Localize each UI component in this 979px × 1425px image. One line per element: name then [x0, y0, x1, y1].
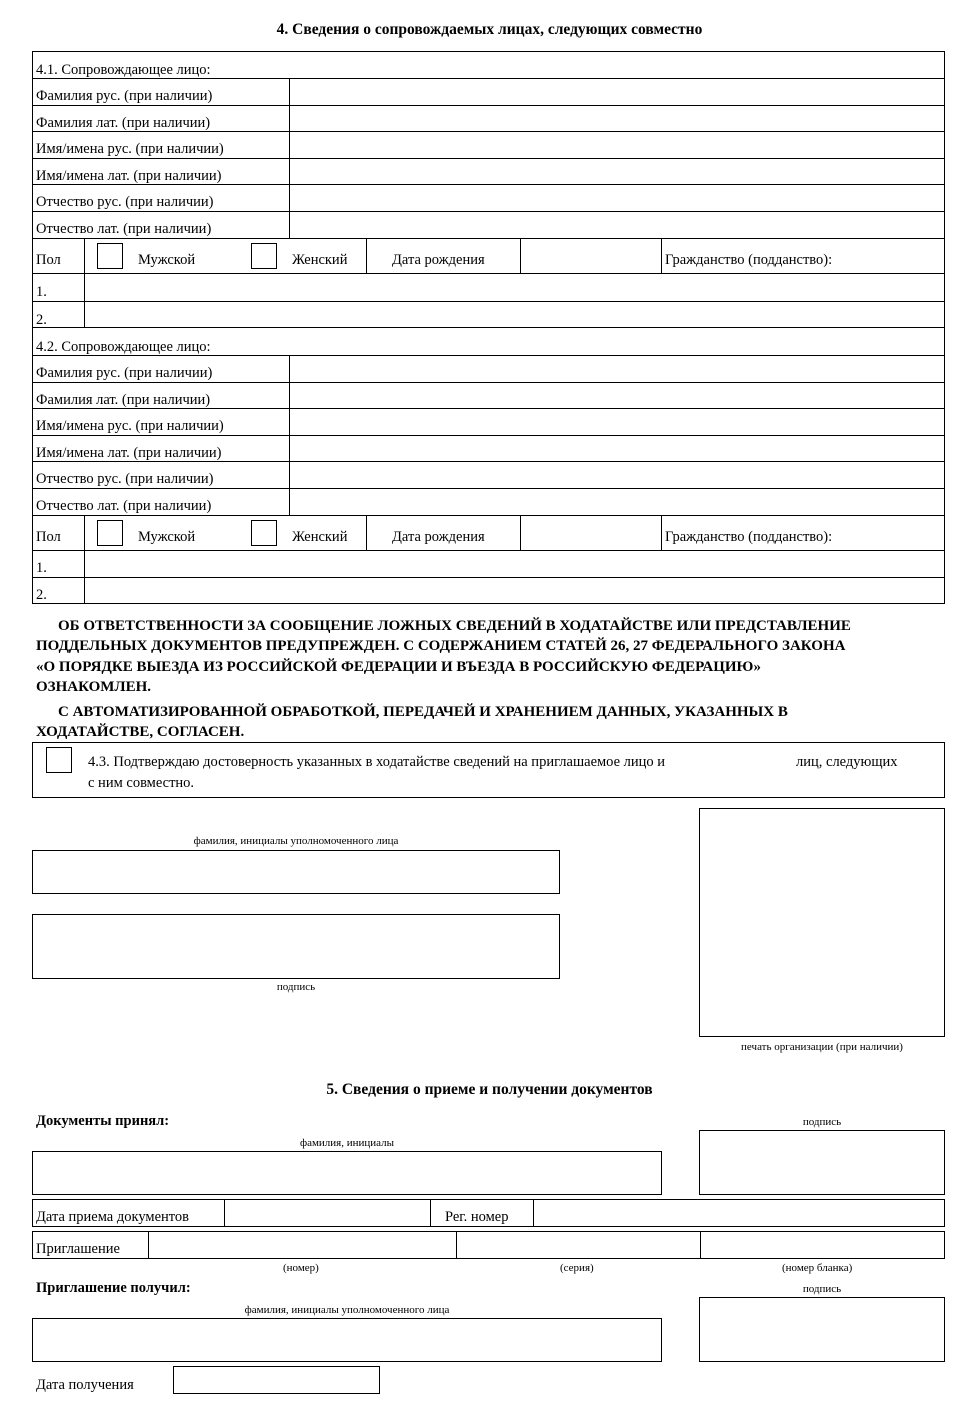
name-lat-label: Имя/имена лат. (при наличии) — [36, 168, 222, 184]
name-lat-field[interactable] — [291, 160, 943, 183]
accepted-signature-field[interactable] — [699, 1130, 945, 1195]
received-name-caption: фамилия, инициалы уполномоченного лица — [244, 1304, 450, 1316]
row-1-field[interactable] — [86, 552, 943, 576]
row-2-field[interactable] — [86, 303, 943, 327]
received-name-field[interactable] — [32, 1318, 662, 1362]
name-lat-field[interactable] — [291, 437, 943, 460]
acceptance-date-label: Дата приема документов — [36, 1209, 190, 1225]
surname-ru-label: Фамилия рус. (при наличии) — [36, 88, 213, 104]
accepted-name-caption: фамилия, инициалы — [299, 1137, 395, 1149]
row-number: 1. — [36, 560, 47, 576]
confirm-text-2: лиц, следующих — [796, 754, 898, 770]
received-date-label: Дата получения — [36, 1377, 134, 1393]
surname-ru-field[interactable] — [291, 357, 943, 381]
patronymic-lat-field[interactable] — [291, 213, 943, 237]
warning-line-3: «О ПОРЯДКЕ ВЫЕЗДА ИЗ РОССИЙСКОЙ ФЕДЕРАЦИИ И ВЪЕЗДА В РОССИЙСКУЮ ФЕДЕРАЦИЮ» — [36, 659, 761, 675]
surname-lat-field[interactable] — [291, 107, 943, 130]
authorized-name-caption: фамилия, инициалы уполномоченного лица — [193, 835, 399, 847]
citizenship-label: Гражданство (подданство): — [665, 252, 833, 268]
sex-label: Пол — [36, 252, 61, 268]
acceptance-date-field[interactable] — [226, 1201, 429, 1225]
patronymic-ru-field[interactable] — [291, 463, 943, 487]
row-1-field[interactable] — [86, 275, 943, 300]
patronymic-lat-label: Отчество лат. (при наличии) — [36, 498, 212, 514]
signature-caption: подпись — [276, 981, 316, 993]
male-checkbox[interactable] — [97, 520, 123, 546]
person-header: 4.2. Сопровождающее лицо: — [36, 339, 211, 355]
patronymic-lat-field[interactable] — [291, 490, 943, 514]
name-ru-label: Имя/имена рус. (при наличии) — [36, 141, 224, 157]
reg-number-label: Рег. номер — [445, 1209, 509, 1225]
female-label: Женский — [292, 252, 348, 268]
warning-line-2: ПОДДЕЛЬНЫХ ДОКУМЕНТОВ ПРЕДУПРЕЖДЕН. С СОДЕРЖАНИЕМ СТАТЕЙ 26, 27 ФЕДЕРАЛЬНОГО ЗАКОНА — [36, 638, 846, 654]
received-label: Приглашение получил: — [36, 1280, 191, 1296]
surname-ru-field[interactable] — [291, 80, 943, 104]
confirm-text-1: 4.3. Подтверждаю достоверность указанных в ходатайстве сведений на приглашаемое лицо и — [88, 754, 666, 770]
surname-lat-label: Фамилия лат. (при наличии) — [36, 392, 211, 408]
name-ru-label: Имя/имена рус. (при наличии) — [36, 418, 224, 434]
name-lat-label: Имя/имена лат. (при наличии) — [36, 445, 222, 461]
confirm-checkbox[interactable] — [46, 747, 72, 773]
section-4-title: 4. Сведения о сопровождаемых лицах, следующих совместно — [276, 21, 703, 38]
patronymic-ru-label: Отчество рус. (при наличии) — [36, 194, 214, 210]
patronymic-ru-field[interactable] — [291, 186, 943, 210]
reg-number-field[interactable] — [535, 1201, 943, 1225]
stamp-box[interactable] — [699, 808, 945, 1037]
surname-lat-field[interactable] — [291, 384, 943, 407]
consent-line-2: ХОДАТАЙСТВЕ, СОГЛАСЕН. — [36, 724, 245, 740]
surname-lat-label: Фамилия лат. (при наличии) — [36, 115, 211, 131]
received-date-field[interactable] — [173, 1366, 380, 1394]
accepted-name-field[interactable] — [32, 1151, 662, 1195]
consent-line-1: С АВТОМАТИЗИРОВАННОЙ ОБРАБОТКОЙ, ПЕРЕДАЧЕЙ И ХРАНЕНИЕМ ДАННЫХ, УКАЗАННЫХ В — [58, 704, 788, 720]
surname-ru-label: Фамилия рус. (при наличии) — [36, 365, 213, 381]
received-signature-field[interactable] — [699, 1297, 945, 1362]
person-header: 4.1. Сопровождающее лицо: — [36, 62, 211, 78]
invitation-number-field[interactable] — [150, 1233, 455, 1257]
series-caption: (серия) — [560, 1262, 594, 1274]
name-ru-field[interactable] — [291, 410, 943, 434]
dob-label: Дата рождения — [392, 529, 485, 545]
female-label: Женский — [292, 529, 348, 545]
male-label: Мужской — [138, 529, 196, 545]
authorized-name-field[interactable] — [32, 850, 560, 894]
number-caption: (номер) — [283, 1262, 319, 1274]
authorized-signature-field[interactable] — [32, 914, 560, 979]
row-number: 1. — [36, 284, 47, 300]
accepted-label: Документы принял: — [36, 1113, 170, 1129]
accepted-sign-caption: подпись — [802, 1116, 842, 1128]
row-number: 2. — [36, 587, 47, 603]
patronymic-ru-label: Отчество рус. (при наличии) — [36, 471, 214, 487]
citizenship-label: Гражданство (подданство): — [665, 529, 833, 545]
female-checkbox[interactable] — [251, 243, 277, 269]
male-label: Мужской — [138, 252, 196, 268]
sex-label: Пол — [36, 529, 61, 545]
dob-field[interactable] — [522, 517, 660, 549]
stamp-caption: печать организации (при наличии) — [741, 1041, 903, 1053]
name-ru-field[interactable] — [291, 133, 943, 157]
dob-field[interactable] — [522, 240, 660, 272]
invitation-series-field[interactable] — [458, 1233, 698, 1257]
invitation-form-number-field[interactable] — [702, 1233, 943, 1257]
confirm-text-3: с ним совместно. — [88, 775, 195, 791]
male-checkbox[interactable] — [97, 243, 123, 269]
invitation-label: Приглашение — [36, 1241, 120, 1257]
form-number-caption: (номер бланка) — [782, 1262, 853, 1274]
dob-label: Дата рождения — [392, 252, 485, 268]
warning-line-4: ОЗНАКОМЛЕН. — [36, 679, 152, 695]
row-2-field[interactable] — [86, 579, 943, 603]
received-sign-caption: подпись — [802, 1283, 842, 1295]
female-checkbox[interactable] — [251, 520, 277, 546]
warning-line-1: ОБ ОТВЕТСТВЕННОСТИ ЗА СООБЩЕНИЕ ЛОЖНЫХ СВЕДЕНИЙ В ХОДАТАЙСТВЕ ИЛИ ПРЕДСТАВЛЕНИЕ — [58, 618, 851, 634]
patronymic-lat-label: Отчество лат. (при наличии) — [36, 221, 212, 237]
section-5-title: 5. Сведения о приеме и получении документов — [326, 1081, 653, 1098]
row-number: 2. — [36, 312, 47, 328]
